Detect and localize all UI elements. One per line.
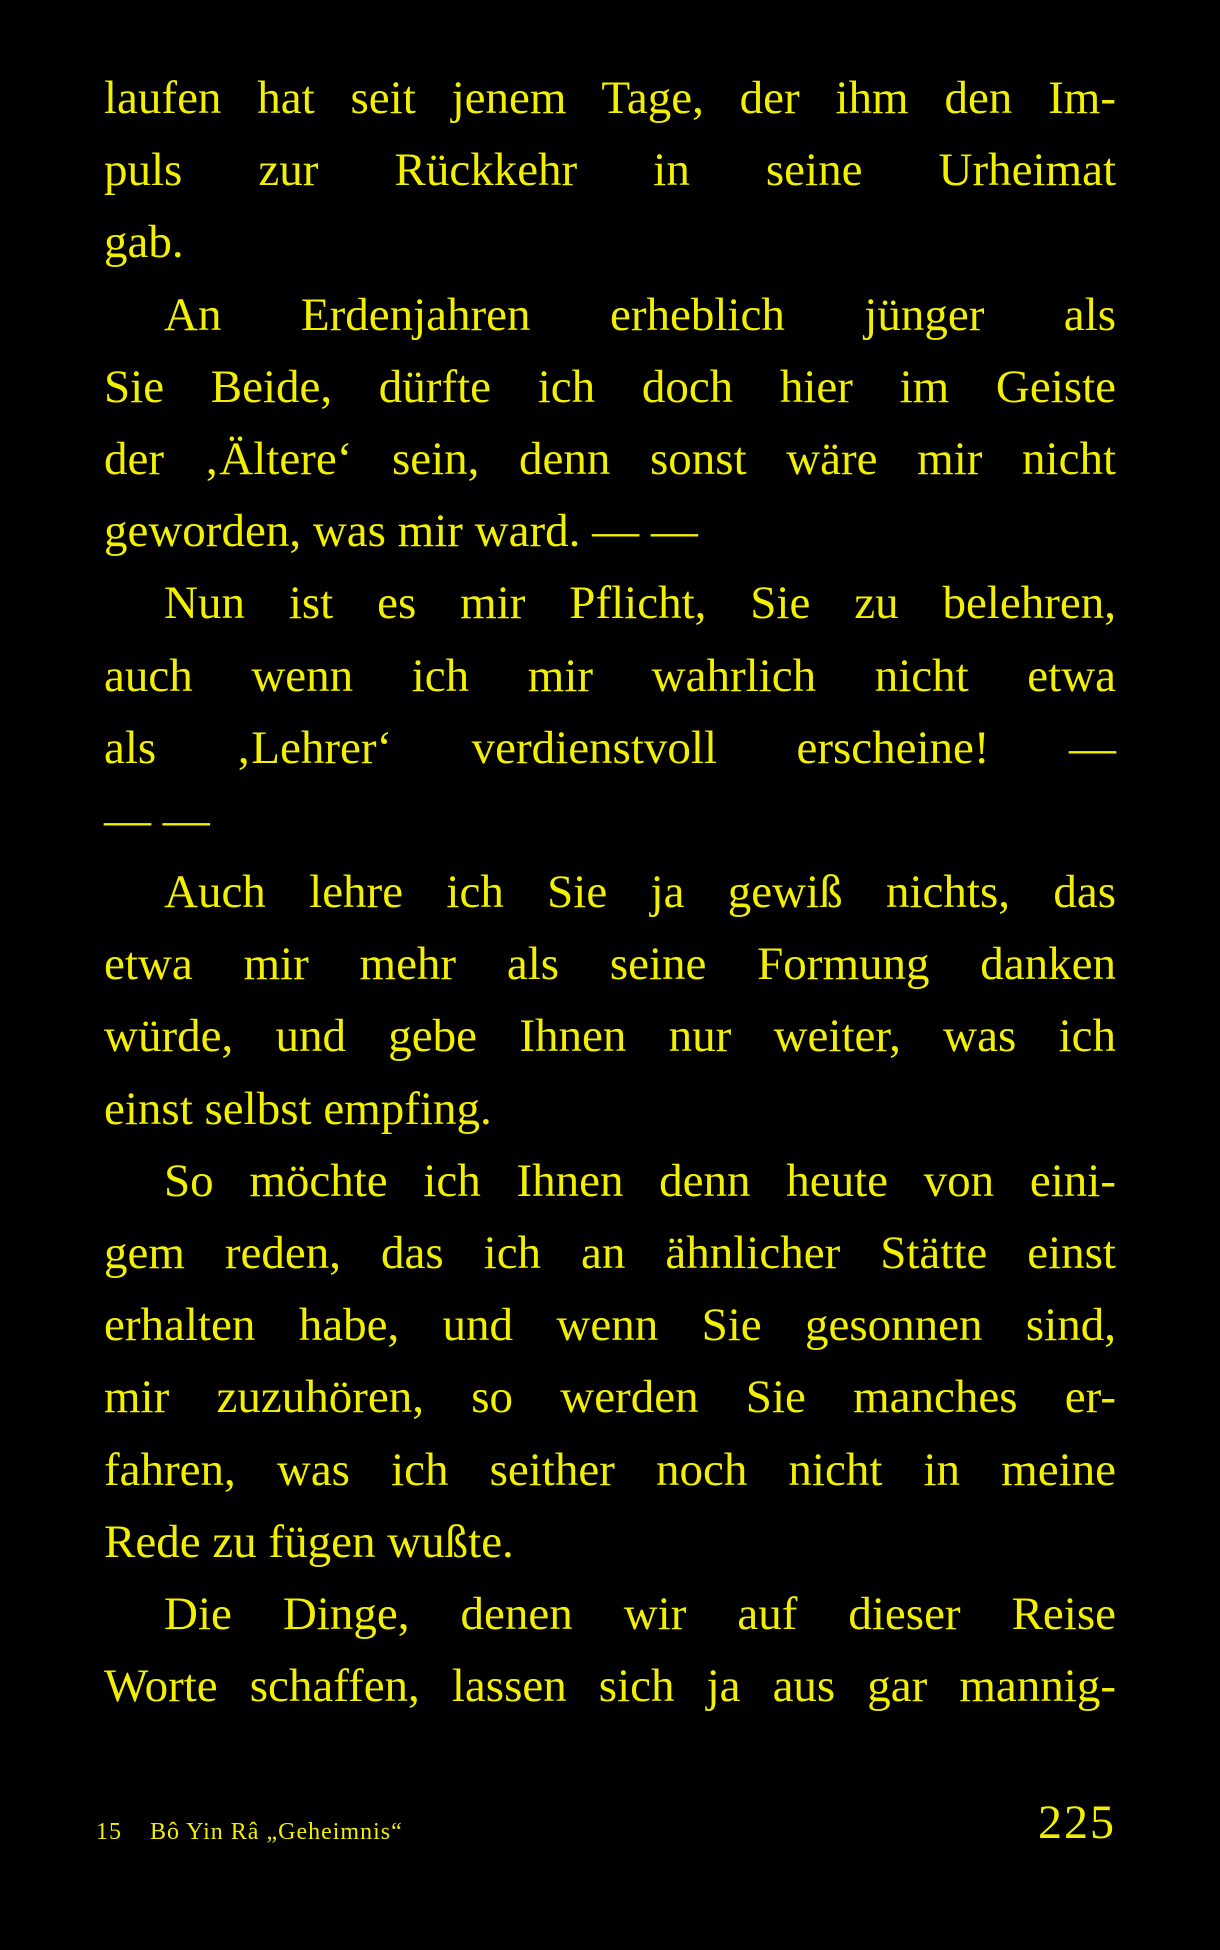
text-line-23: Worte schaffen, lassen sich ja aus gar mannig- [104,1660,1116,1713]
text-line-6: der ‚Ältere‘ sein, denn sonst wäre mir nicht [104,432,1116,485]
page-number: 225 [1038,1796,1116,1849]
text-line-4: An Erdenjahren erheblich jünger als [164,288,1116,341]
body-text [104,62,1116,1722]
text-line-18: erhalten habe, und wenn Sie gesonnen sind, [104,1299,1116,1352]
signature-number: 15 [96,1819,122,1845]
text-line-11: — — [104,793,210,846]
text-line-2: puls zur Rückkehr in seine Urheimat [104,144,1116,197]
text-line-14: würde, und gebe Ihnen nur weiter, was ich [104,1010,1116,1063]
signature-text: Bô Yin Râ „Geheimnis“ [150,1819,403,1845]
text-line-17: gem reden, das ich an ähnlicher Stätte einst [104,1227,1116,1279]
text-line-9: auch wenn ich mir wahrlich nicht etwa [104,649,1116,702]
text-line-8: Nun ist es mir Pflicht, Sie zu belehren, [164,577,1116,630]
text-line-15: einst selbst empfing. [104,1082,492,1135]
text-line-5: Sie Beide, dürfte ich doch hier im Geiste [104,360,1116,413]
text-line-21: Rede zu fügen wußte. [104,1515,514,1568]
text-line-7: geworden, was mir ward. — — [104,505,698,558]
text-line-12: Auch lehre ich Sie ja gewiß nichts, das [164,866,1116,919]
text-line-3: gab. [104,216,184,269]
text-line-13: etwa mir mehr als seine Formung danken [104,938,1116,991]
text-line-10: als ‚Lehrer‘ verdienstvoll erscheine! — [104,721,1116,774]
text-line-1: laufen hat seit jenem Tage, der ihm den Im- [104,72,1116,124]
text-line-16: So möchte ich Ihnen denn heute von eini- [164,1154,1116,1207]
page-footer [96,1790,1116,1850]
text-line-19: mir zuzuhören, so werden Sie manches er- [104,1371,1116,1424]
signature-mark [96,1819,403,1846]
text-line-22: Die Dinge, denen wir auf dieser Reise [164,1587,1116,1640]
text-line-20: fahren, was ich seither noch nicht in meine [104,1443,1116,1496]
